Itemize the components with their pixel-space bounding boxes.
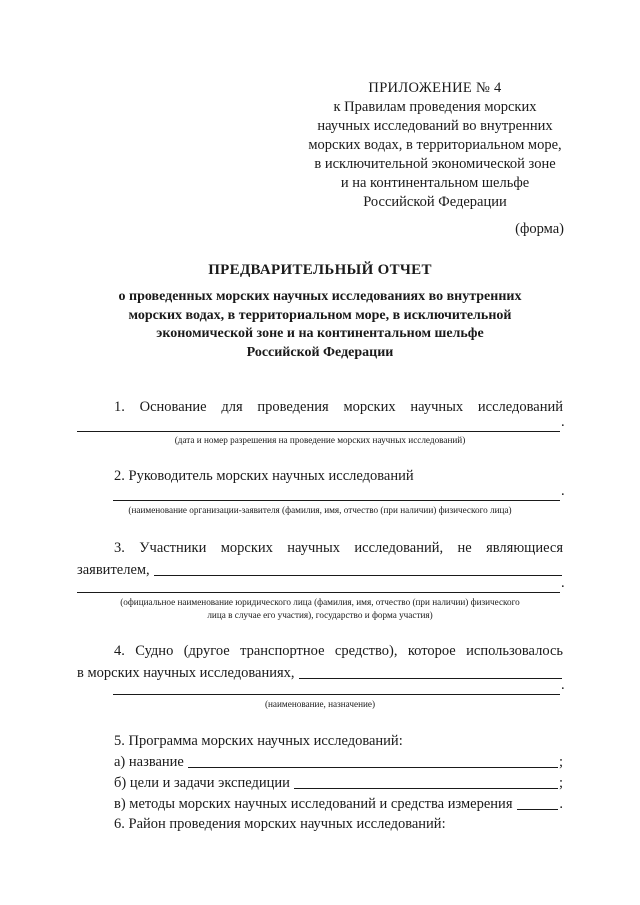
appendix-line: и на континентальном шельфе — [340, 175, 530, 191]
appendix-line: морских водах, в территориальном море, — [308, 137, 562, 153]
section-3-label-line1: 3. Участники морских научных исследований, не являющиеся — [114, 540, 563, 556]
section-5-item-a-semicolon: ; — [558, 754, 563, 770]
subtitle-line: экономической зоне и на континентальном шельфе — [156, 326, 484, 341]
appendix-line: в исключительной экономической зоне — [314, 156, 556, 172]
section-4-line2 — [77, 663, 563, 683]
section-5-item-a-field[interactable] — [188, 753, 558, 768]
document-title: ПРЕДВАРИТЕЛЬНЫЙ ОТЧЕТ — [208, 262, 432, 278]
section-5-item-b-label: б) цели и задачи экспедиции — [114, 775, 290, 791]
form-label: (форма) — [515, 221, 564, 237]
subtitle-line: Российской Федерации — [246, 344, 394, 360]
section-1-period: . — [561, 414, 565, 430]
section-4-field[interactable] — [113, 694, 560, 695]
section-5-item-c — [77, 794, 563, 814]
appendix-header — [270, 79, 600, 212]
section-5-item-c-label: в) методы морских научных исследований и средства измерения — [114, 796, 513, 812]
section-3-label-line2: заявителем, — [77, 562, 150, 578]
appendix-line: научных исследований во внутренних — [317, 118, 553, 134]
section-3-hint-line: (официальное наименование юридического лица (фамилия, имя, отчество (при наличии) физического — [120, 597, 520, 607]
section-6-label: 6. Район проведения морских научных исследований: — [114, 816, 446, 832]
section-5-item-c-field[interactable] — [517, 795, 559, 810]
section-2-hint: (наименование организации-заявителя (фамилия, имя, отчество (при наличии) физического лица) — [128, 505, 512, 515]
section-2-period: . — [561, 483, 565, 499]
section-4-hint: (наименование, назначение) — [264, 699, 376, 709]
appendix-line: Российской Федерации — [363, 194, 507, 210]
section-3-period: . — [561, 575, 565, 591]
section-4-inline-field[interactable] — [299, 664, 562, 679]
section-3-inline-field[interactable] — [154, 561, 562, 576]
appendix-title: ПРИЛОЖЕНИЕ № 4 — [368, 80, 502, 96]
section-4-label-line1: 4. Судно (другое транспортное средство), которое использовалось — [114, 643, 563, 659]
subtitle-line: морских водах, в территориальном море, в исключительной — [128, 307, 512, 323]
section-2-label: 2. Руководитель морских научных исследований — [114, 468, 414, 484]
subtitle-line: о проведенных морских научных исследованиях во внутренних — [118, 289, 522, 304]
section-1-hint: (дата и номер разрешения на проведение морских научных исследований) — [174, 435, 466, 445]
section-5-label: 5. Программа морских научных исследований: — [114, 733, 403, 749]
section-3-field[interactable] — [77, 592, 560, 593]
section-5-item-b-semicolon: ; — [558, 775, 563, 791]
section-5-item-b-field[interactable] — [294, 774, 558, 789]
section-1-field[interactable] — [77, 431, 560, 432]
section-1-label: 1. Основание для проведения морских научных исследований — [114, 399, 563, 415]
section-4-period: . — [561, 677, 565, 693]
section-5-item-c-period: . — [559, 796, 563, 812]
section-4-label-line2: в морских научных исследованиях, — [77, 665, 295, 681]
appendix-line: к Правилам проведения морских — [333, 99, 537, 115]
section-3-hint-line: лица в случае его участия), государство и форма участия) — [207, 610, 433, 620]
section-5-item-b — [77, 773, 563, 793]
section-3-line2 — [77, 560, 563, 580]
document-subtitle — [105, 288, 535, 362]
section-5-item-a — [77, 752, 563, 772]
section-2-field[interactable] — [113, 500, 560, 501]
section-5-item-a-label: а) название — [114, 754, 184, 770]
section-3-hint — [77, 596, 563, 622]
